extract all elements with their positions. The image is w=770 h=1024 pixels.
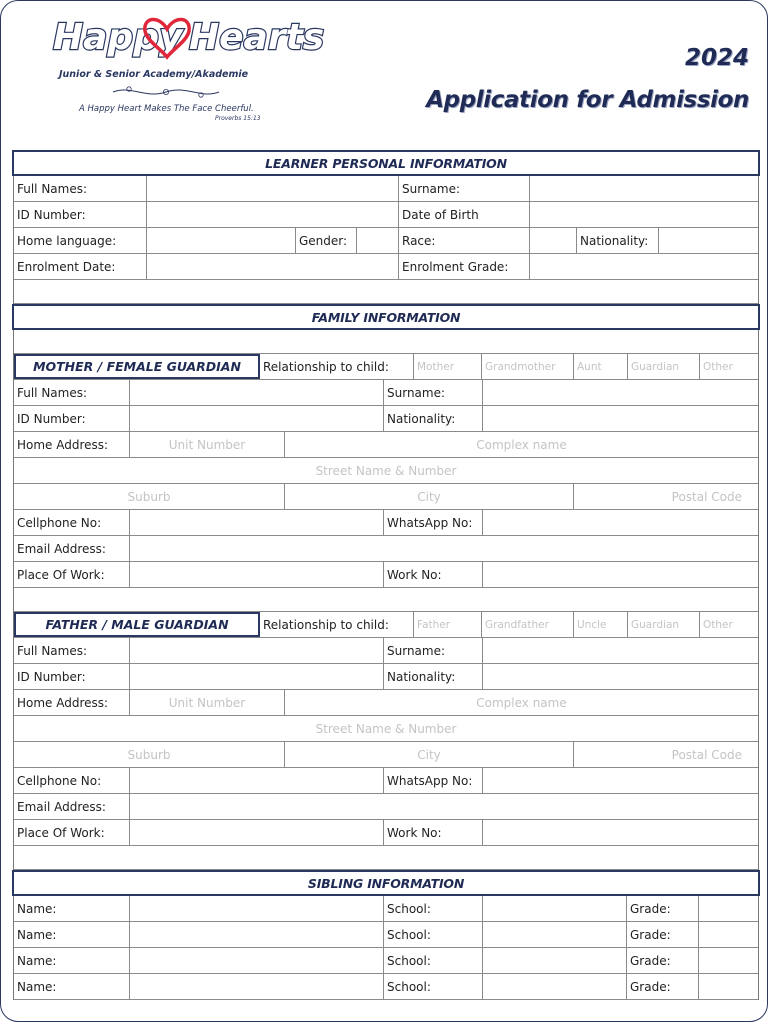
dob-label: Date of Birth [399,202,530,227]
father-section-heading: FATHER / MALE GUARDIAN [14,612,260,637]
sibling-name-label: Name: [14,896,130,921]
mother-row-email [14,536,758,562]
father-heading-row [14,612,758,638]
option-aunt[interactable]: Aunt [574,354,628,379]
sibling-3-grade-field[interactable] [699,948,758,973]
mother-section-heading: MOTHER / FEMALE GUARDIAN [14,354,260,379]
school-logo [51,3,325,123]
full-names-label: Full Names: [14,638,130,663]
sibling-section-heading: SIBLING INFORMATION [12,870,760,896]
form-title: Application for Admission [426,87,749,113]
mother-place-of-work-field[interactable] [130,562,384,587]
father-row-address [14,690,758,716]
sibling-row-4 [14,974,758,1000]
father-full-names-field[interactable] [130,638,384,663]
option-mother[interactable]: Mother [414,354,482,379]
mother-row-id [14,406,758,432]
surname-label: Surname: [399,176,530,201]
father-relationship-label: Relationship to child: [260,612,414,637]
cellphone-label: Cellphone No: [14,768,130,793]
id-number-label: ID Number: [14,202,147,227]
mother-street-field[interactable]: Street Name & Number [315,463,457,478]
learner-surname-field[interactable] [530,176,758,201]
father-cellphone-field[interactable] [130,768,384,793]
father-row-street [14,716,758,742]
option-other[interactable]: Other [703,360,733,373]
father-street-field[interactable]: Street Name & Number [315,721,457,736]
learner-section-heading: LEARNER PERSONAL INFORMATION [12,150,760,176]
nationality-label: Nationality: [384,406,483,431]
learner-race-field[interactable] [530,228,577,253]
nationality-label: Nationality: [384,664,483,689]
father-email-field[interactable] [130,794,758,819]
sibling-school-label: School: [384,922,483,947]
email-label: Email Address: [14,536,130,561]
father-city-field[interactable]: City [285,742,574,767]
place-of-work-label: Place Of Work: [14,562,130,587]
learner-row-enrolment [14,254,758,280]
father-place-of-work-field[interactable] [130,820,384,845]
sibling-row-1 [14,896,758,922]
enrolment-grade-label: Enrolment Grade: [399,254,530,279]
surname-label: Surname: [384,380,483,405]
learner-gender-field[interactable] [357,228,399,253]
work-no-label: Work No: [384,562,483,587]
whatsapp-label: WhatsApp No: [384,768,483,793]
mother-row-cellphone [14,510,758,536]
mother-row-names [14,380,758,406]
sibling-4-school-field[interactable] [483,974,627,999]
father-row-work [14,820,758,846]
learner-id-number-field[interactable] [147,202,399,227]
sibling-grade-label: Grade: [627,948,699,973]
sibling-2-grade-field[interactable] [699,922,758,947]
sibling-4-grade-field[interactable] [699,974,758,999]
sibling-school-label: School: [384,896,483,921]
mother-postal-code-field[interactable]: Postal Code [671,489,742,504]
mother-email-field[interactable] [130,536,758,561]
vine-ornament-icon [111,83,221,101]
spacer-row [14,330,758,354]
admission-form [13,150,759,1000]
mother-city-field[interactable]: City [285,484,574,509]
father-suburb-field[interactable]: Suburb [14,742,285,767]
mother-unit-number-field[interactable]: Unit Number [130,432,285,457]
mother-heading-row [14,354,758,380]
home-address-label: Home Address: [14,432,130,457]
place-of-work-label: Place Of Work: [14,820,130,845]
father-row-names [14,638,758,664]
svg-text:Hearts: Hearts [189,17,325,58]
full-names-label: Full Names: [14,380,130,405]
enrolment-date-label: Enrolment Date: [14,254,147,279]
id-number-label: ID Number: [14,406,130,431]
father-surname-field[interactable] [483,638,758,663]
sibling-name-label: Name: [14,974,130,999]
sibling-3-school-field[interactable] [483,948,627,973]
sibling-1-grade-field[interactable] [699,896,758,921]
mother-row-suburb [14,484,758,510]
nationality-label: Nationality: [577,228,659,253]
learner-home-language-field[interactable] [147,228,296,253]
father-nationality-field[interactable] [483,664,758,689]
father-row-id [14,664,758,690]
whatsapp-label: WhatsApp No: [384,510,483,535]
learner-enrolment-grade-field[interactable] [530,254,758,279]
option-guardian[interactable]: Guardian [628,612,700,637]
home-address-label: Home Address: [14,690,130,715]
mother-cellphone-field[interactable] [130,510,384,535]
learner-row-id [14,202,758,228]
mother-id-number-field[interactable] [130,406,384,431]
mother-nationality-field[interactable] [483,406,758,431]
mother-full-names-field[interactable] [130,380,384,405]
spacer-row [14,846,758,870]
logo-quote-reference: Proverbs 15:13 [215,115,261,122]
sibling-name-label: Name: [14,922,130,947]
sibling-school-label: School: [384,974,483,999]
option-uncle[interactable]: Uncle [574,612,628,637]
sibling-school-label: School: [384,948,483,973]
mother-suburb-field[interactable]: Suburb [14,484,285,509]
learner-row-language [14,228,758,254]
mother-row-street [14,458,758,484]
sibling-1-name-field[interactable] [130,896,384,921]
svg-text:Happy: Happy [53,17,183,58]
father-postal-code-field[interactable]: Postal Code [671,747,742,762]
father-complex-name-field[interactable]: Complex name [476,695,567,710]
father-unit-number-field[interactable]: Unit Number [130,690,285,715]
option-other[interactable]: Other [703,618,733,631]
id-number-label: ID Number: [14,664,130,689]
learner-dob-field[interactable] [530,202,758,227]
learner-full-names-field[interactable] [147,176,399,201]
learner-row-names [14,176,758,202]
cellphone-label: Cellphone No: [14,510,130,535]
sibling-grade-label: Grade: [627,974,699,999]
form-year: 2024 [684,45,749,71]
race-label: Race: [399,228,530,253]
sibling-name-label: Name: [14,948,130,973]
mother-work-no-field[interactable] [483,562,758,587]
option-father[interactable]: Father [414,612,482,637]
learner-enrolment-date-field[interactable] [147,254,399,279]
spacer-row [14,280,758,304]
sibling-grade-label: Grade: [627,922,699,947]
mother-complex-name-field[interactable]: Complex name [476,437,567,452]
father-row-email [14,794,758,820]
father-id-number-field[interactable] [130,664,384,689]
school-tagline: Junior & Senior Academy/Akademie [59,69,249,80]
learner-nationality-field[interactable] [659,228,758,253]
gender-label: Gender: [296,228,357,253]
family-section-heading: FAMILY INFORMATION [12,304,760,330]
logo-quote: A Happy Heart Makes The Face Cheerful. [79,104,254,114]
sibling-2-name-field[interactable] [130,922,384,947]
father-row-cellphone [14,768,758,794]
mother-row-work [14,562,758,588]
surname-label: Surname: [384,638,483,663]
father-whatsapp-field[interactable] [483,768,758,793]
father-work-no-field[interactable] [483,820,758,845]
work-no-label: Work No: [384,820,483,845]
happy-hearts-logo [51,3,325,69]
sibling-4-name-field[interactable] [130,974,384,999]
spacer-row [14,588,758,612]
option-grandmother[interactable]: Grandmother [482,354,574,379]
home-language-label: Home language: [14,228,147,253]
sibling-2-school-field[interactable] [483,922,627,947]
sibling-1-school-field[interactable] [483,896,627,921]
mother-whatsapp-field[interactable] [483,510,758,535]
option-grandfather[interactable]: Grandfather [482,612,574,637]
father-row-suburb [14,742,758,768]
mother-relationship-label: Relationship to child: [260,354,414,379]
mother-surname-field[interactable] [483,380,758,405]
sibling-3-name-field[interactable] [130,948,384,973]
option-guardian[interactable]: Guardian [628,354,700,379]
sibling-row-3 [14,948,758,974]
sibling-grade-label: Grade: [627,896,699,921]
sibling-row-2 [14,922,758,948]
mother-row-address [14,432,758,458]
email-label: Email Address: [14,794,130,819]
full-names-label: Full Names: [14,176,147,201]
